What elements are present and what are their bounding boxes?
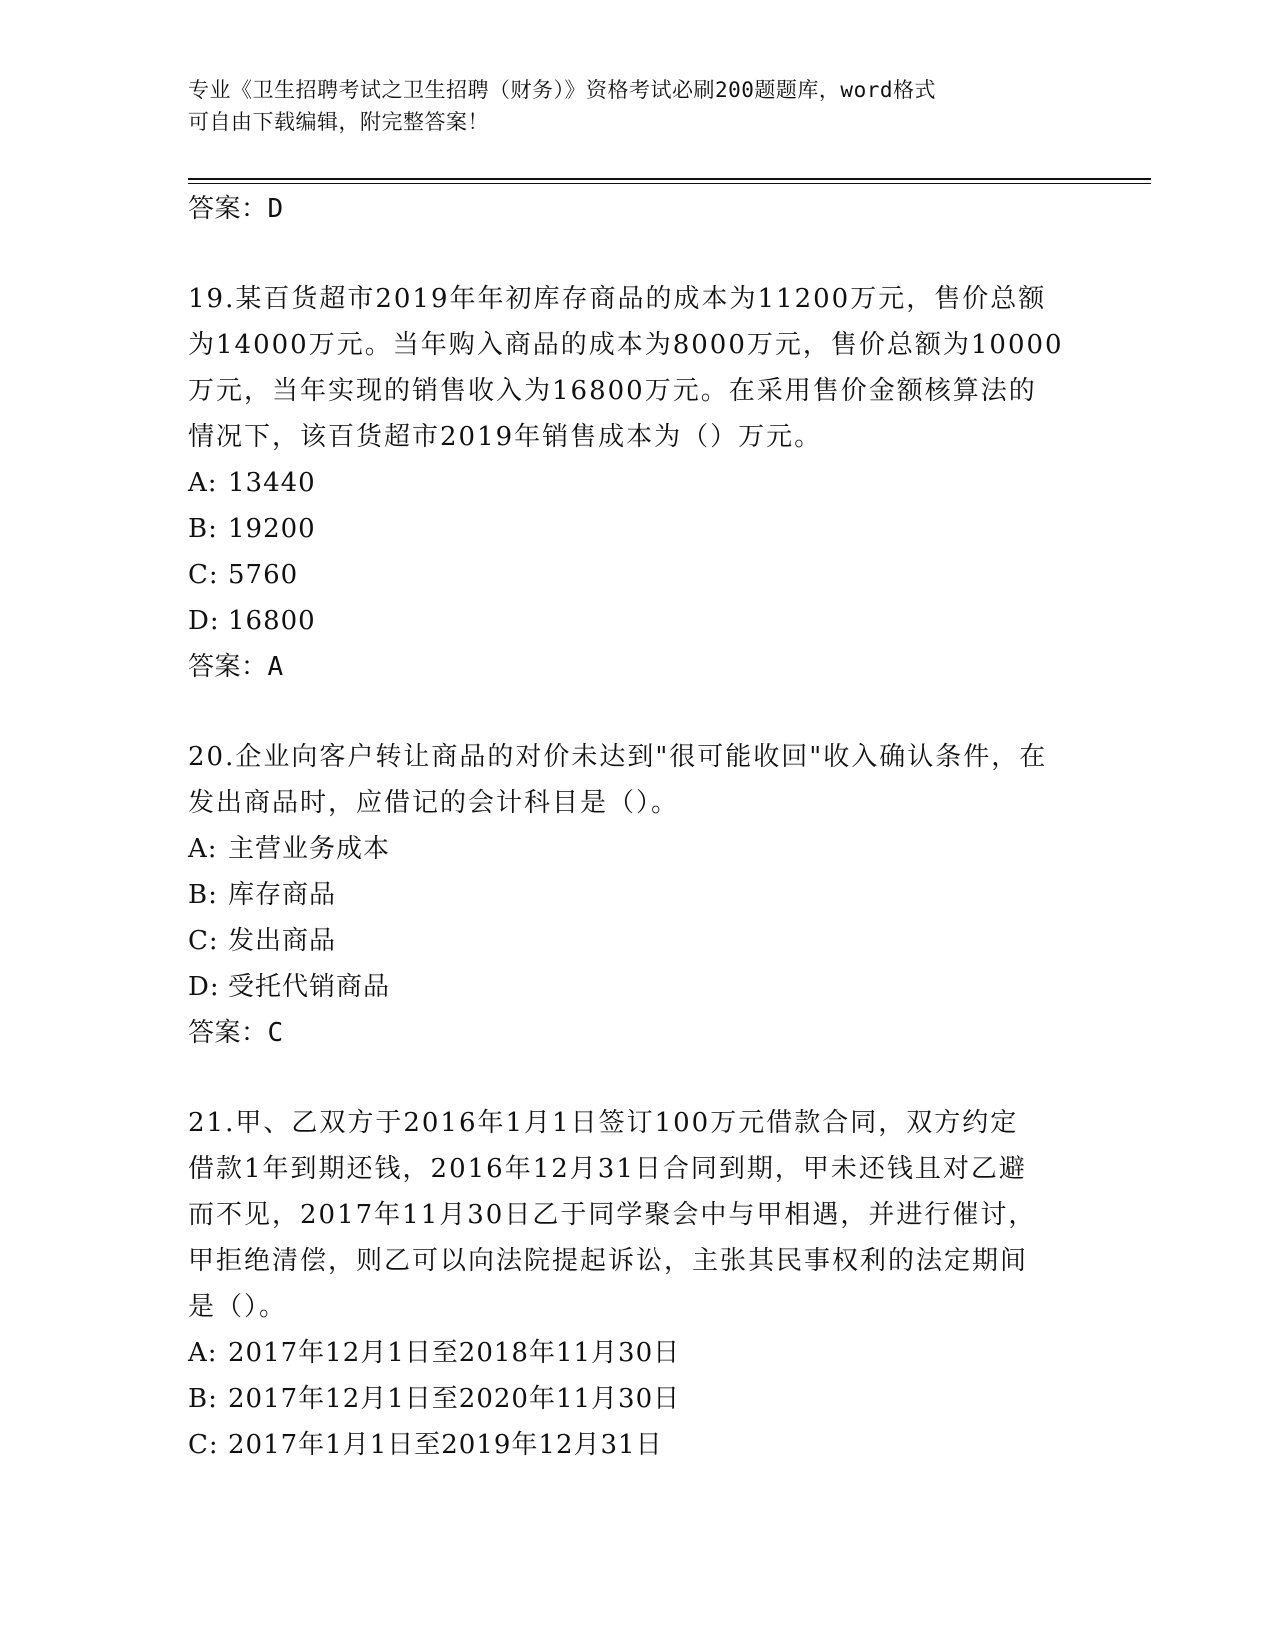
option-text: 2017年12月1日至2018年11月30日 xyxy=(228,1338,681,1368)
option-text: 2017年12月1日至2020年11月30日 xyxy=(228,1384,681,1414)
question-answer: 答案：C xyxy=(188,1018,284,1048)
option-b xyxy=(188,872,1088,918)
question-stem-line: 借款1年到期还钱，2016年12月31日合同到期，甲未还钱且对乙避 xyxy=(188,1154,1027,1184)
option-b xyxy=(188,506,1088,552)
option-a xyxy=(188,826,1088,872)
question-stem-line: 为14000万元。当年购入商品的成本为8000万元，售价总额为10000 xyxy=(188,330,1064,360)
header-line-2: 可自由下载编辑，附完整答案！ xyxy=(188,110,489,134)
question-answer: 答案：A xyxy=(188,652,284,682)
option-c xyxy=(188,918,1088,964)
option-key: A: xyxy=(188,468,218,498)
option-key: C: xyxy=(188,1430,219,1460)
option-text: 库存商品 xyxy=(228,880,337,910)
question-stem-line: 19.某百货超市2019年年初库存商品的成本为11200万元，售价总额 xyxy=(188,284,1047,314)
page-header xyxy=(188,74,1068,138)
option-b xyxy=(188,1376,1088,1422)
option-c xyxy=(188,1422,1088,1468)
previous-answer: 答案：D xyxy=(188,194,284,224)
option-a xyxy=(188,1330,1088,1376)
header-line-1: 专业《卫生招聘考试之卫生招聘（财务）》资格考试必刷200题题库，word格式 xyxy=(188,78,936,102)
option-key: B: xyxy=(188,1384,218,1414)
option-text: 19200 xyxy=(228,514,316,544)
question-stem-line: 是（）。 xyxy=(188,1292,288,1322)
option-text: 2017年1月1日至2019年12月31日 xyxy=(228,1430,663,1460)
option-key: B: xyxy=(188,880,218,910)
option-text: 13440 xyxy=(228,468,316,498)
question-stem-line: 甲拒绝清偿，则乙可以向法院提起诉讼，主张其民事权利的法定期间 xyxy=(188,1246,1029,1276)
question-19 xyxy=(188,276,1088,690)
option-text: 受托代销商品 xyxy=(228,972,391,1002)
spacer xyxy=(188,690,1088,734)
option-key: A: xyxy=(188,1338,218,1368)
option-key: C: xyxy=(188,926,219,956)
question-21 xyxy=(188,1100,1088,1468)
option-key: B: xyxy=(188,514,218,544)
question-stem-line: 而不见，2017年11月30日乙于同学聚会中与甲相遇，并进行催讨， xyxy=(188,1200,1037,1230)
option-a xyxy=(188,460,1088,506)
option-c xyxy=(188,552,1088,598)
question-list xyxy=(188,186,1088,1468)
question-stem-line: 万元，当年实现的销售收入为16800万元。在采用售价金额核算法的 xyxy=(188,376,1037,406)
option-key: D: xyxy=(188,972,220,1002)
option-d xyxy=(188,964,1088,1010)
option-key: A: xyxy=(188,834,218,864)
question-stem-line: 情况下，该百货超市2019年销售成本为（）万元。 xyxy=(188,422,823,452)
question-stem-line: 发出商品时，应借记的会计科目是（）。 xyxy=(188,788,680,818)
spacer xyxy=(188,232,1088,276)
question-20 xyxy=(188,734,1088,1056)
option-text: 发出商品 xyxy=(228,926,337,956)
question-stem-line: 20.企业向客户转让商品的对价未达到"很可能收回"收入确认条件，在 xyxy=(188,742,1048,772)
header-rule-thick xyxy=(188,178,1151,180)
option-key: C: xyxy=(188,560,219,590)
option-text: 主营业务成本 xyxy=(228,834,391,864)
option-key: D: xyxy=(188,606,220,636)
question-stem-line: 21.甲、乙双方于2016年1月1日签订100万元借款合同，双方约定 xyxy=(188,1108,1019,1138)
option-text: 16800 xyxy=(228,606,316,636)
option-text: 5760 xyxy=(228,560,299,590)
header-rule-thin xyxy=(188,183,1151,184)
option-d xyxy=(188,598,1088,644)
spacer xyxy=(188,1056,1088,1100)
